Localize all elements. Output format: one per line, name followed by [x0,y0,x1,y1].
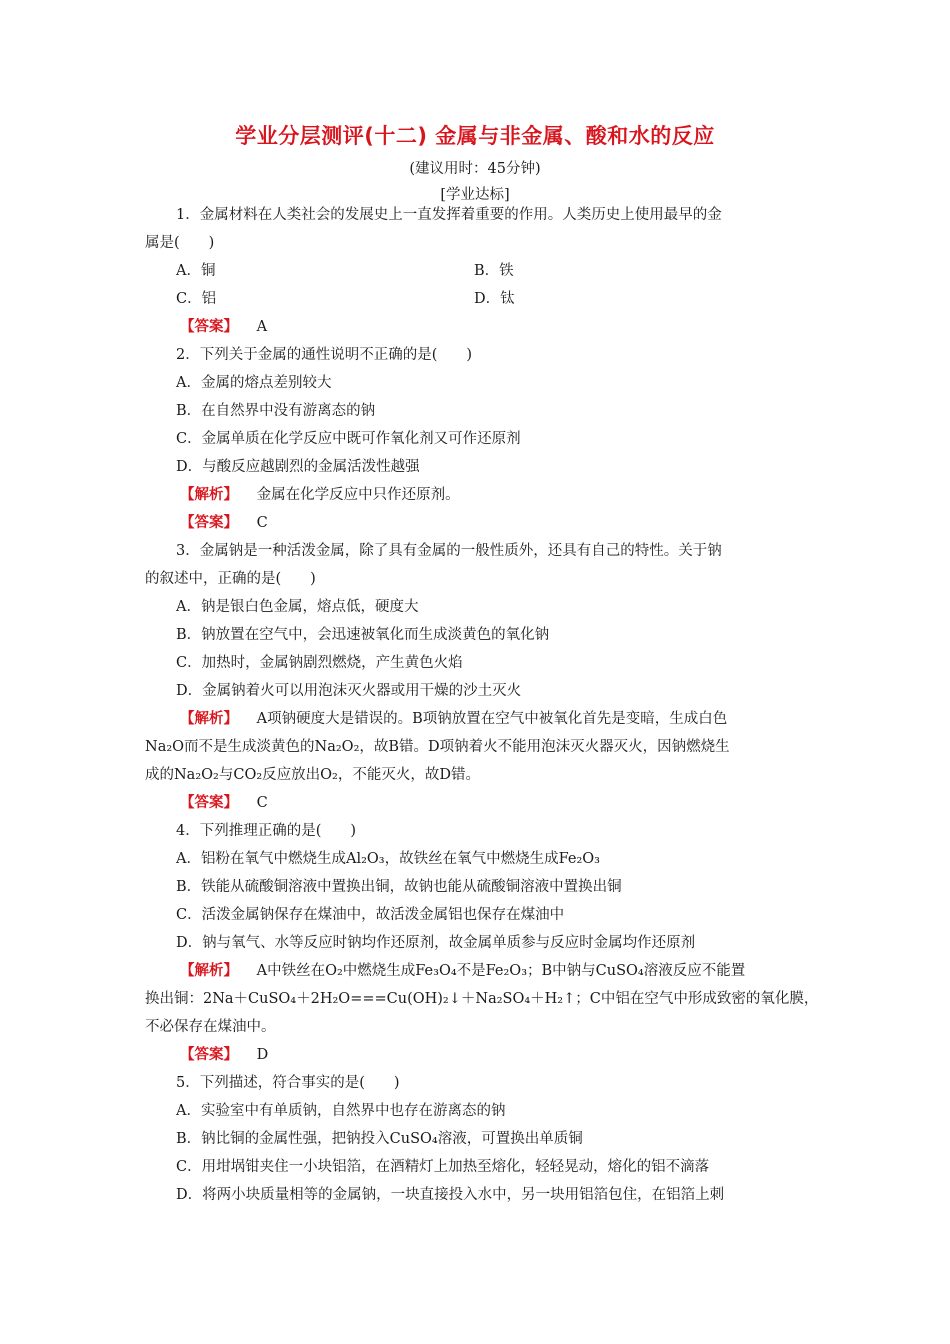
question-3-option-b: B．钠放置在空气中，会迅速被氧化而生成淡黄色的氧化钠 [176,627,550,643]
page-title: 学业分层测评(十二) 金属与非金属、酸和水的反应 [235,124,715,148]
question-2-option-a: A．金属的熔点差别较大 [176,375,332,391]
question-4-option-d: D．钠与氧气、水等反应时钠均作还原剂，故金属单质参与反应时金属均作还原剂 [176,935,696,951]
analysis-text: A项钠硬度大是错误的。B项钠放置在空气中被氧化首先是变暗，生成白色 [256,711,728,727]
answer-value: A [256,319,268,335]
question-2-option-d: D．与酸反应越剧烈的金属活泼性越强 [176,459,420,475]
answer-value: C [256,515,268,531]
question-2-option-b: B．在自然界中没有游离态的钠 [176,403,376,419]
question-4-analysis-cont: 换出铜：2Na＋CuSO₄＋2H₂O===Cu(OH)₂↓＋Na₂SO₄＋H₂↑；C中铝在空气中形成致密的氧化膜， [145,991,819,1007]
question-5-option-a: A．实验室中有单质钠，自然界中也存在游离态的钠 [176,1103,506,1119]
question-5-option-d: D．将两小块质量相等的金属钠，一块直接投入水中，另一块用铝箔包住，在铝箔上刺 [176,1187,725,1203]
question-4-option-b: B．铁能从硫酸铜溶液中置换出铜，故钠也能从硫酸铜溶液中置换出铜 [176,879,622,895]
question-3-option-c: C．加热时，金属钠剧烈燃烧，产生黄色火焰 [176,655,463,671]
question-3-stem: 3．金属钠是一种活泼金属，除了具有金属的一般性质外，还具有自己的特性。关于钠 [176,543,722,559]
question-5-option-c: C．用坩埚钳夹住一小块铝箔，在酒精灯上加热至熔化，轻轻晃动，熔化的铝不滴落 [176,1159,710,1175]
question-3-option-a: A．钠是银白色金属，熔点低，硬度大 [176,599,419,615]
question-3-analysis [180,709,727,729]
question-3-stem-cont: 的叙述中，正确的是( ) [145,571,316,587]
question-2-analysis [180,485,460,505]
question-2-stem: 2．下列关于金属的通性说明不正确的是( ) [176,347,473,363]
question-5-option-b: B．钠比铜的金属性强，把钠投入CuSO₄溶液，可置换出单质铜 [176,1131,583,1147]
analysis-tag: 【解析】 [180,487,238,503]
question-1-stem-cont: 属是( ) [145,235,215,251]
question-3-analysis-cont: 成的Na₂O₂与CO₂反应放出O₂，不能灭火，故D错。 [145,767,480,783]
question-2-answer [180,513,268,533]
answer-tag: 【答案】 [180,319,238,335]
question-4-option-c: C．活泼金属钠保存在煤油中，故活泼金属铝也保存在煤油中 [176,907,565,923]
answer-value: D [256,1047,269,1063]
answer-tag: 【答案】 [180,1047,238,1063]
question-3-analysis-cont: Na₂O而不是生成淡黄色的Na₂O₂，故B错。D项钠着火不能用泡沫灭火器灭火，因钠燃烧生 [145,739,730,755]
analysis-tag: 【解析】 [180,711,238,727]
analysis-text: A中铁丝在O₂中燃烧生成Fe₃O₄不是Fe₂O₃；B中钠与CuSO₄溶液反应不能置 [256,963,746,979]
question-5-stem: 5．下列描述，符合事实的是( ) [176,1075,400,1091]
suggested-time: (建议用时：45分钟) [409,161,541,177]
analysis-text: 金属在化学反应中只作还原剂。 [256,487,460,503]
question-1-stem: 1．金属材料在人类社会的发展史上一直发挥着重要的作用。人类历史上使用最早的金 [176,207,722,223]
question-4-stem: 4．下列推理正确的是( ) [176,823,357,839]
analysis-tag: 【解析】 [180,963,238,979]
question-2-option-c: C．金属单质在化学反应中既可作氧化剂又可作还原剂 [176,431,521,447]
question-1-answer [180,317,267,337]
question-3-option-d: D．金属钠着火可以用泡沫灭火器或用干燥的沙土灭火 [176,683,522,699]
question-4-option-a: A．铝粉在氧气中燃烧生成Al₂O₃，故铁丝在氧气中燃烧生成Fe₂O₃ [176,851,600,867]
question-4-analysis [180,961,745,981]
question-4-analysis-cont: 不必保存在煤油中。 [145,1019,276,1035]
question-1-option-c: C．铝 [176,291,217,307]
question-1-option-a: A．铜 [176,263,216,279]
answer-tag: 【答案】 [180,515,238,531]
question-1-option-d: D．钛 [474,291,515,307]
question-1-option-b: B．铁 [474,263,514,279]
question-3-answer [180,793,268,813]
question-4-answer [180,1045,268,1065]
answer-value: C [256,795,268,811]
answer-tag: 【答案】 [180,795,238,811]
section-heading: [学业达标] [440,187,510,203]
